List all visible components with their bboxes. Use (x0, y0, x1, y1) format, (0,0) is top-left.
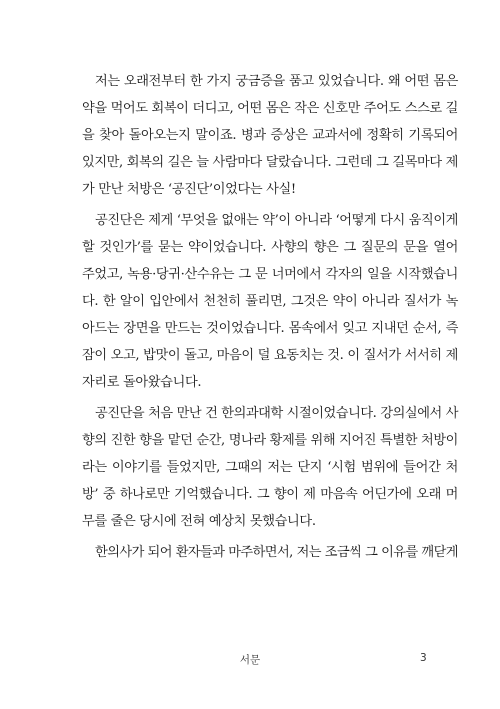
text-line: 저는 오래전부터 한 가지 궁금증을 품고 있었습니다. 왜 어떤 몸은 (95, 74, 458, 89)
text-line: 을 찾아 돌아오는지 말이죠. 병과 증상은 교과서에 정확히 기록되어 (82, 128, 458, 143)
text-line: 방’ 중 하나로만 기억했습니다. 그 향이 제 마음속 어딘가에 오래 머 (82, 487, 458, 502)
paragraph-3 (82, 400, 458, 535)
paragraph-2 (82, 207, 458, 396)
page-number: 3 (420, 652, 427, 664)
paragraph-4 (82, 539, 458, 566)
text-line: 있지만, 회복의 길은 늘 사람마다 달랐습니다. 그런데 그 길목마다 제 (82, 155, 458, 170)
text-line: 가 만난 처방은 ‘공진단’이었다는 사실! (82, 182, 296, 197)
text-line: 공진단은 제게 ‘무엇을 없애는 약’이 아니라 ‘어떻게 다시 움직이게 (95, 213, 458, 228)
paragraph-1 (82, 68, 458, 203)
text-line: 다. 한 알이 입안에서 천천히 풀리면, 그것은 약이 아니라 질서가 녹 (82, 294, 458, 309)
running-footer-title: 서문 (239, 654, 261, 666)
text-line: 약을 먹어도 회복이 더디고, 어떤 몸은 작은 신호만 주어도 스스로 길 (82, 101, 458, 116)
preface-body (82, 68, 458, 570)
text-line: 공진단을 처음 만난 건 한의과대학 시절이었습니다. 강의실에서 사 (95, 406, 458, 421)
page-footer (0, 652, 500, 668)
text-line: 잠이 오고, 밥맛이 돌고, 마음이 덜 요동치는 것. 이 질서가 서서히 제 (82, 348, 458, 363)
text-line: 무를 줄은 당시에 전혀 예상치 못했습니다. (82, 514, 316, 529)
text-line: 아드는 장면을 만드는 것이었습니다. 몸속에서 잊고 지내던 순서, 즉 (82, 321, 458, 336)
text-line: 향의 진한 향을 맡던 순간, 명나라 황제를 위해 지어진 특별한 처방이 (82, 433, 458, 448)
text-line: 한의사가 되어 환자들과 마주하면서, 저는 조금씩 그 이유를 깨닫게 (95, 545, 458, 560)
text-line: 할 것인가’를 묻는 약이었습니다. 사향의 향은 그 질문의 문을 열어 (82, 240, 458, 255)
text-line: 라는 이야기를 들었지만, 그때의 저는 단지 ‘시험 범위에 들어간 처 (82, 460, 458, 475)
text-line: 자리로 돌아왔습니다. (82, 375, 202, 390)
text-line: 주었고, 녹용·당귀·산수유는 그 문 너머에서 각자의 일을 시작했습니 (82, 267, 458, 282)
